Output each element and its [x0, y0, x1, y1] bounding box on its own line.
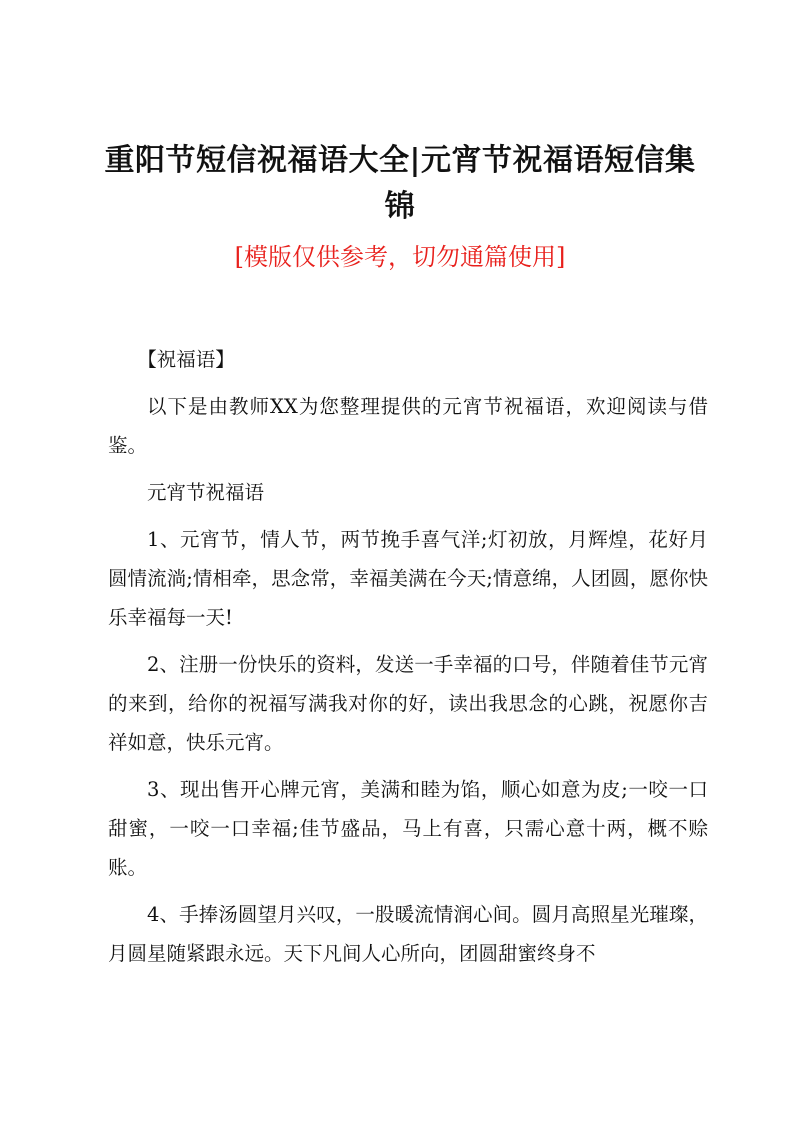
section-heading: 【祝福语】: [137, 348, 235, 371]
document-title: 重阳节短信祝福语大全|元宵节祝福语短信集锦: [104, 143, 696, 224]
template-notice: [模版仅供参考，切勿通篇使用]: [234, 243, 566, 271]
blessing-item-3: 3、现出售开心牌元宵，美满和睦为馅，顺心如意为皮;一咬一口甜蜜，一咬一口幸福;佳节盛品，马上有喜，只需心意十两，概不赊账。: [108, 778, 708, 879]
blessing-item-1: 1、元宵节，情人节，两节挽手喜气洋;灯初放，月辉煌，花好月圆情流淌;情相牵，思念常，幸福美满在今天;情意绵，人团圆，愿你快乐幸福每一天!: [108, 528, 708, 629]
document-body: [108, 340, 708, 981]
subheading: 元宵节祝福语: [147, 481, 265, 504]
blessing-item-4: 4、手捧汤圆望月兴叹，一股暖流情润心间。圆月高照星光璀璨，月圆星随紧跟永远。天下凡间人心所向，团圆甜蜜终身不: [108, 903, 708, 965]
blessing-item-2: 2、注册一份快乐的资料，发送一手幸福的口号，伴随着佳节元宵的来到，给你的祝福写满我对你的好，读出我思念的心跳，祝愿你吉祥如意，快乐元宵。: [108, 653, 708, 754]
intro-paragraph: 以下是由教师XX为您整理提供的元宵节祝福语，欢迎阅读与借鉴。: [108, 395, 708, 457]
